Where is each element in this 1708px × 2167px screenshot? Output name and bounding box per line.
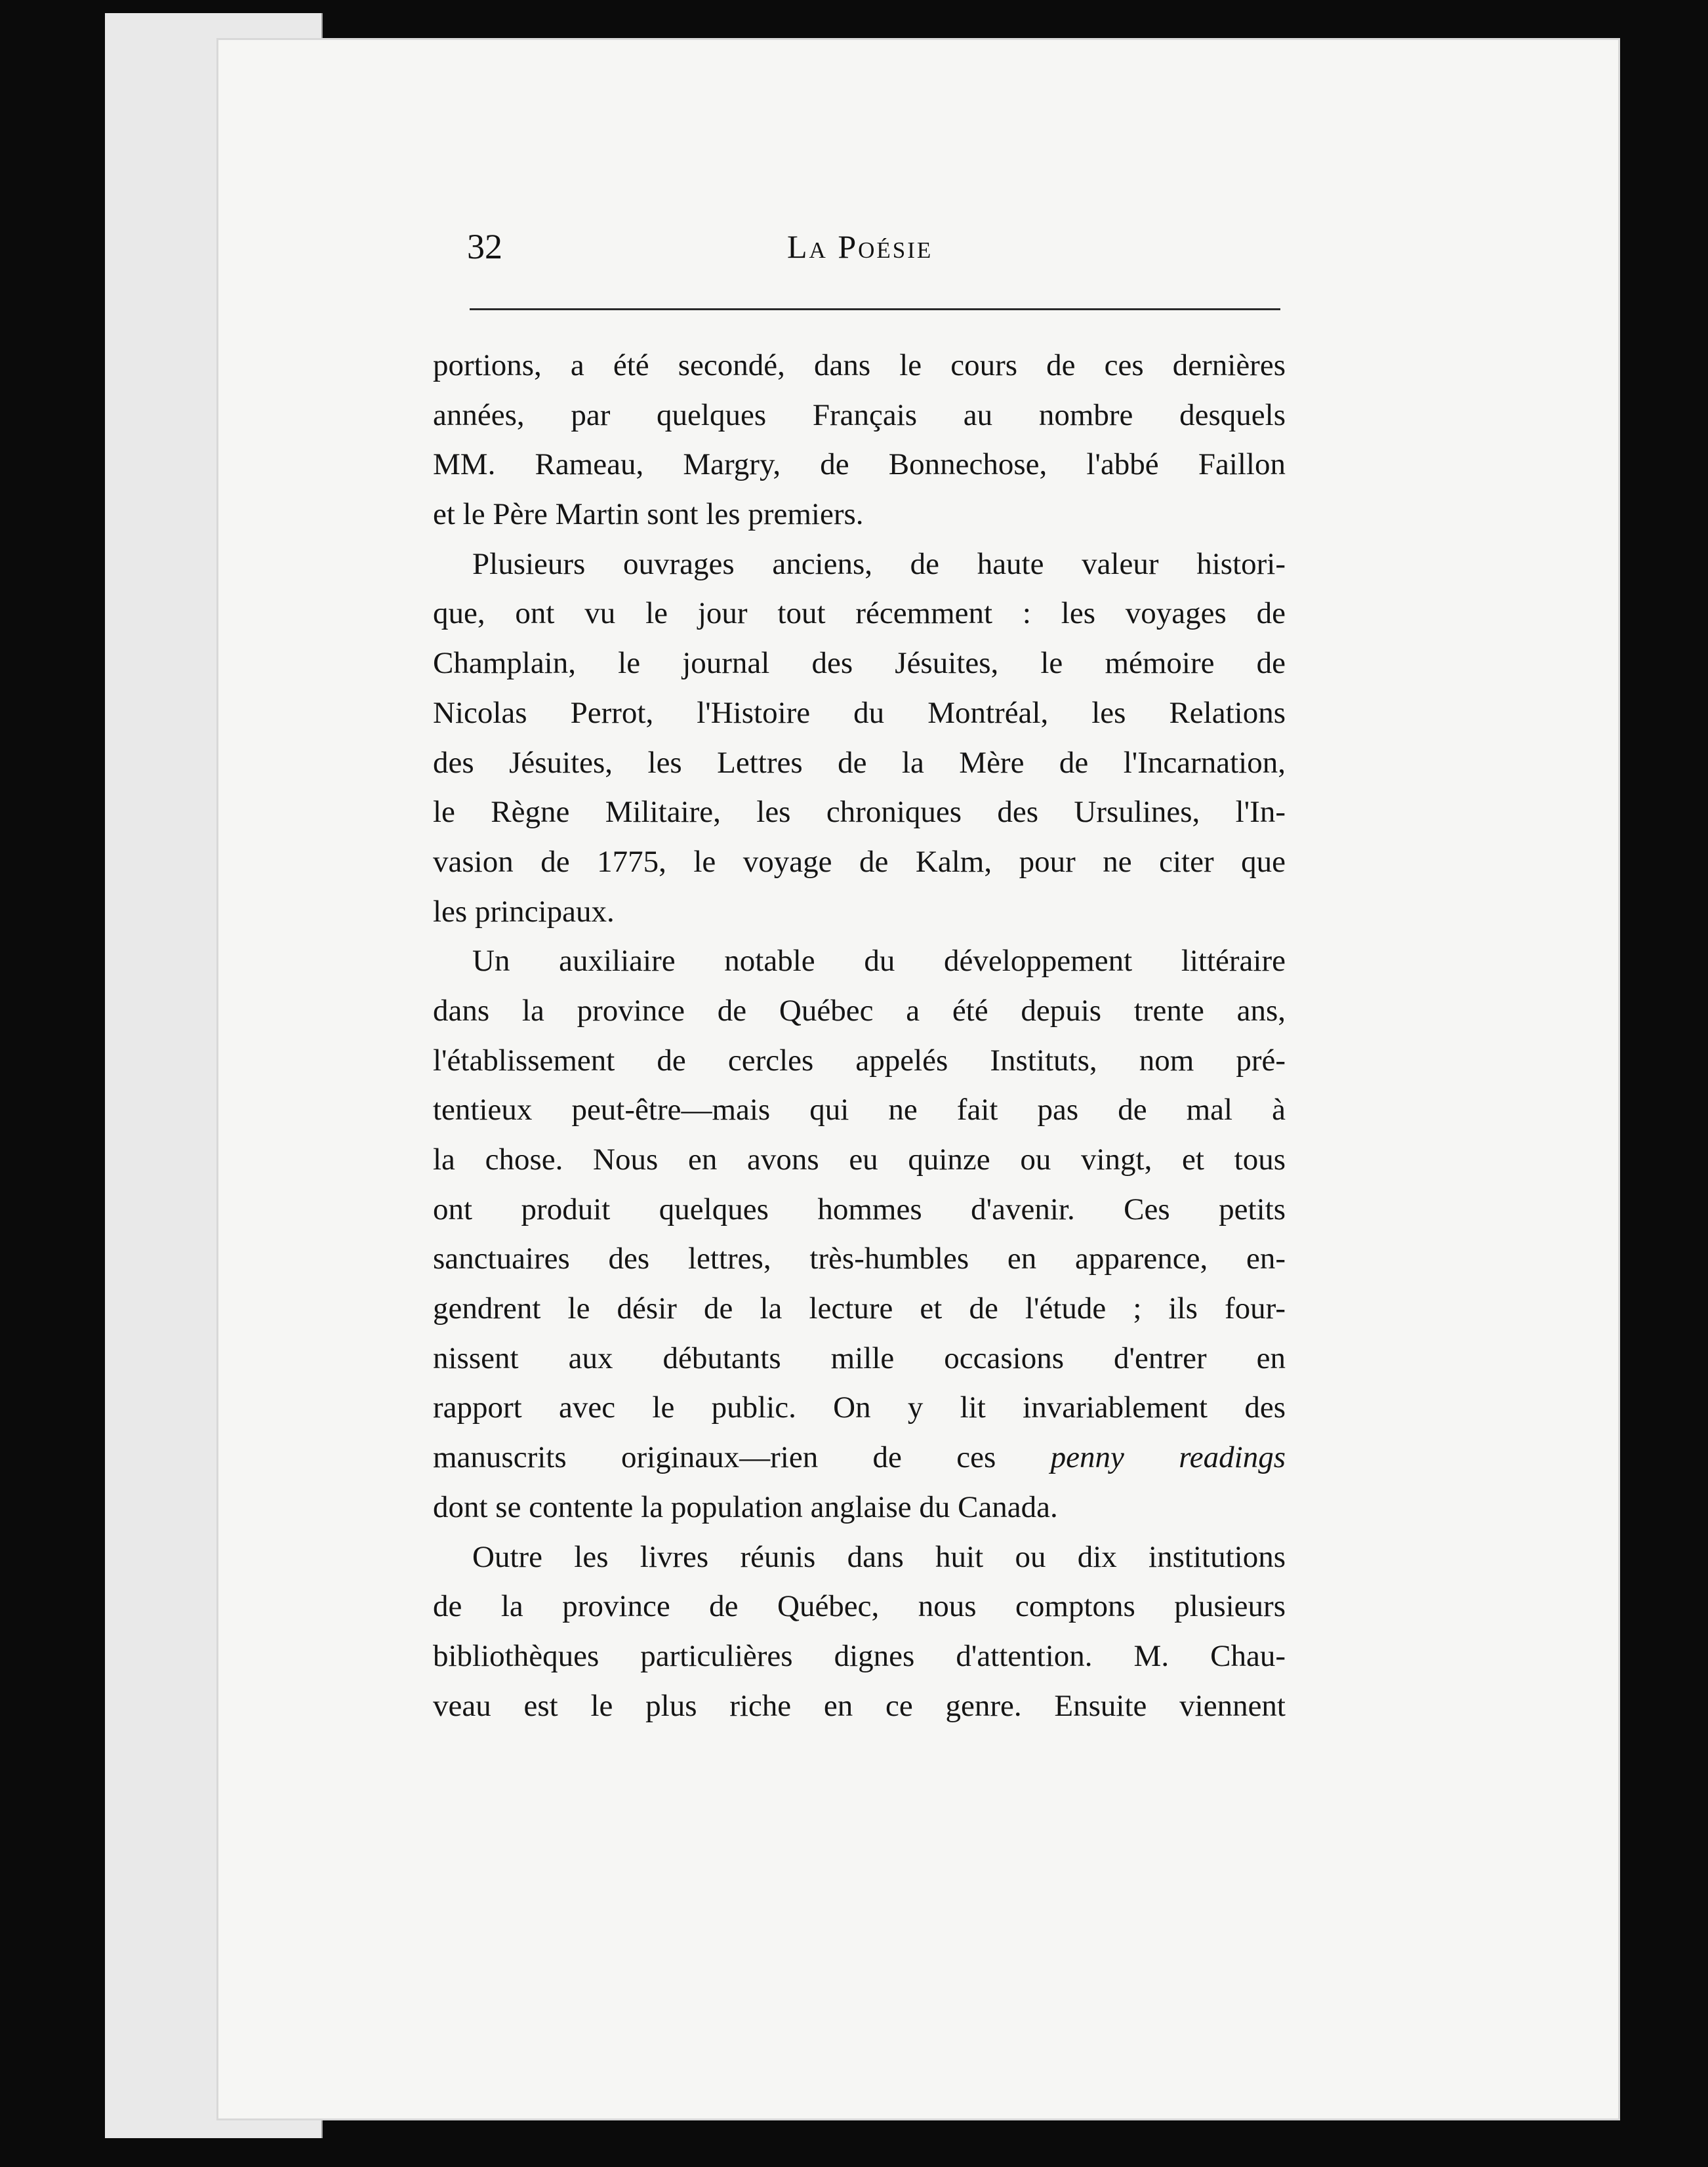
- text-line: Outre les livres réunis dans huit ou dix institutions: [472, 1539, 1286, 1574]
- text-line: les principaux.: [433, 894, 615, 929]
- text-line: veau est le plus riche en ce genre. Ensuite viennent: [433, 1688, 1286, 1723]
- text-line: Nicolas Perrot, l'Histoire du Montréal, les Relations: [433, 695, 1286, 730]
- body-text: [433, 341, 1286, 1731]
- text-line: Plusieurs ouvrages anciens, de haute valeur histori-: [472, 546, 1286, 581]
- text-line: Champlain, le journal des Jésuites, le mémoire de: [433, 646, 1286, 681]
- text-line: que, ont vu le jour tout récemment : les voyages de: [433, 596, 1286, 631]
- text-line-start: manuscrits originaux—rien de ces: [433, 1440, 996, 1475]
- text-line: et le Père Martin sont les premiers.: [433, 497, 864, 532]
- text-line: tentieux peut-être—mais qui ne fait pas de mal à: [433, 1093, 1286, 1127]
- italic-phrase: penny readings: [1050, 1440, 1286, 1475]
- text-line: le Règne Militaire, les chroniques des Ursulines, l'In-: [433, 795, 1286, 830]
- text-line: la chose. Nous en avons eu quinze ou vingt, et tous: [433, 1143, 1286, 1177]
- text-line: dont se contente la population anglaise du Canada.: [433, 1489, 1058, 1524]
- running-title: La Poésie: [787, 228, 933, 265]
- text-line: vasion de 1775, le voyage de Kalm, pour ne citer que: [433, 844, 1286, 879]
- text-line: Un auxiliaire notable du développement littéraire: [472, 944, 1286, 979]
- header-rule: [470, 308, 1280, 310]
- text-line: ont produit quelques hommes d'avenir. Ces petits: [433, 1192, 1286, 1226]
- text-line: l'établissement de cercles appelés Instituts, nom pré-: [433, 1043, 1286, 1078]
- text-line: gendrent le désir de la lecture et de l'étude ; ils four-: [433, 1291, 1286, 1326]
- text-line: dans la province de Québec a été depuis trente ans,: [433, 993, 1286, 1028]
- text-line: de la province de Québec, nous comptons plusieurs: [433, 1589, 1286, 1624]
- text-line: années, par quelques Français au nombre desquels: [433, 397, 1286, 432]
- text-line: des Jésuites, les Lettres de la Mère de l'Incarnation,: [433, 745, 1286, 780]
- text-line: sanctuaires des lettres, très-humbles en apparence, en-: [433, 1242, 1286, 1276]
- text-line: MM. Rameau, Margry, de Bonnechose, l'abbé Faillon: [433, 447, 1286, 482]
- text-line: nissent aux débutants mille occasions d'entrer en: [433, 1341, 1286, 1375]
- text-line: bibliothèques particulières dignes d'attention. M. Chau-: [433, 1638, 1286, 1673]
- page-number: 32: [467, 227, 502, 266]
- text-line: rapport avec le public. On y lit invariablement des: [433, 1390, 1286, 1425]
- text-line: portions, a été secondé, dans le cours de ces dernières: [433, 348, 1286, 382]
- text-line: [433, 1433, 1286, 1483]
